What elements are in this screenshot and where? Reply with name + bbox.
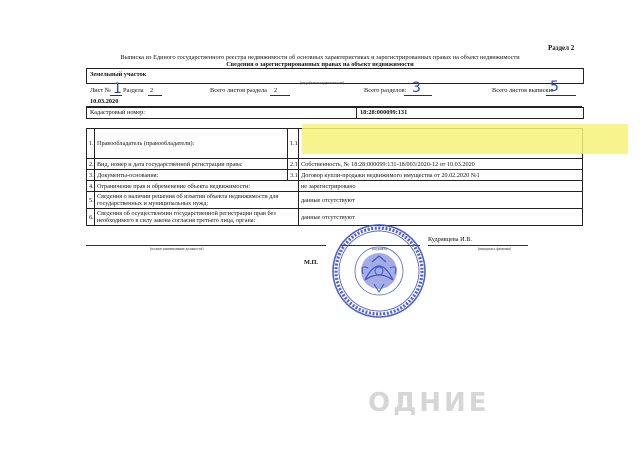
table-row xyxy=(87,192,583,209)
stamp-place-label: М.П. xyxy=(304,259,318,266)
signature-caption: (подпись) xyxy=(372,247,387,251)
sheet-number: 1 xyxy=(113,81,122,97)
total-extract-sheets-value: 5 xyxy=(550,79,559,95)
date-row xyxy=(86,96,582,107)
cadastral-divider xyxy=(356,107,357,118)
cadastral-row xyxy=(86,107,584,119)
row-label: Правообладатель (правообладатели): xyxy=(95,129,288,159)
position-caption: (полное наименование должности) xyxy=(150,247,204,251)
cadastral-number: 18:28:000099:131 xyxy=(360,109,408,116)
total-section-sheets-value: 2 xyxy=(274,87,278,94)
row-number: 1. xyxy=(87,129,95,159)
total-sections-label: Всего разделов: xyxy=(364,87,407,94)
signer-name: Кудрявцева И.В. xyxy=(428,236,473,243)
row-value: данные отсутствуют xyxy=(299,209,583,226)
row-label: Сведения о наличии решения об изъятии объекта недвижимости для государственных и муниципальных нужд: xyxy=(95,192,299,209)
row-number: 2. xyxy=(87,159,95,170)
redaction-highlight xyxy=(302,124,628,154)
watermark: ОДНИЕ xyxy=(368,388,490,418)
section-label: Раздела xyxy=(123,87,144,94)
table-row xyxy=(87,170,583,181)
total-extract-sheets-label: Всего листов выписки: xyxy=(492,87,554,94)
row-label: Сведения об осуществлении государственной регистрации прав без необходимого в силу закона согласия третьего лица, органа: xyxy=(95,209,299,226)
total-section-sheets-label: Всего листов раздела xyxy=(210,87,267,94)
extract-date: 10.03.2020 xyxy=(90,98,119,105)
row-label: Документы-основания: xyxy=(95,170,288,181)
official-stamp-icon xyxy=(330,222,428,320)
row-label: Ограничение прав и обременение объекта недвижимости: xyxy=(95,181,299,192)
name-line xyxy=(428,245,528,246)
row-subnumber: 1.1. xyxy=(288,129,299,159)
table-row xyxy=(87,159,583,170)
document-title: Выписка из Единого государственного реестра недвижимости об основных характеристиках и зарегистрированных правах на объект недвижимости xyxy=(120,54,520,61)
object-type: Земельный участок xyxy=(90,71,147,78)
row-value: не зарегистрировано xyxy=(299,181,583,192)
row-label: Вид, номер и дата государственной регистрации права: xyxy=(95,159,288,170)
row-number: 4. xyxy=(87,181,95,192)
initials-caption: (инициалы, фамилия) xyxy=(478,247,512,251)
section-number-value: 2 xyxy=(150,87,154,94)
table-row xyxy=(87,181,583,192)
row-subnumber: 3.1. xyxy=(288,170,299,181)
document-subtitle: Сведения о зарегистрированных правах на объект недвижимости xyxy=(226,61,414,68)
cadastral-label: Кадастровый номер: xyxy=(90,109,146,116)
row-value: данные отсутствуют xyxy=(299,192,583,209)
total-sections-value: 3 xyxy=(412,80,421,96)
row-number: 6. xyxy=(87,209,95,226)
position-line xyxy=(86,245,326,246)
row-subnumber: 2.1. xyxy=(288,159,299,170)
object-type-caption: (вид объекта недвижимости) xyxy=(300,81,345,85)
row-number: 5. xyxy=(87,192,95,209)
row-value: Договор купли-продажи недвижимого имущества от 20.02.2020 №1 xyxy=(299,170,583,181)
row-number: 3. xyxy=(87,170,95,181)
section-number: Раздел 2 xyxy=(548,44,575,52)
sheet-label: Лист № xyxy=(90,87,111,94)
row-value: Собственность, № 18:28:000099:131-18/003/2020-12 от 10.03.2020 xyxy=(299,159,583,170)
